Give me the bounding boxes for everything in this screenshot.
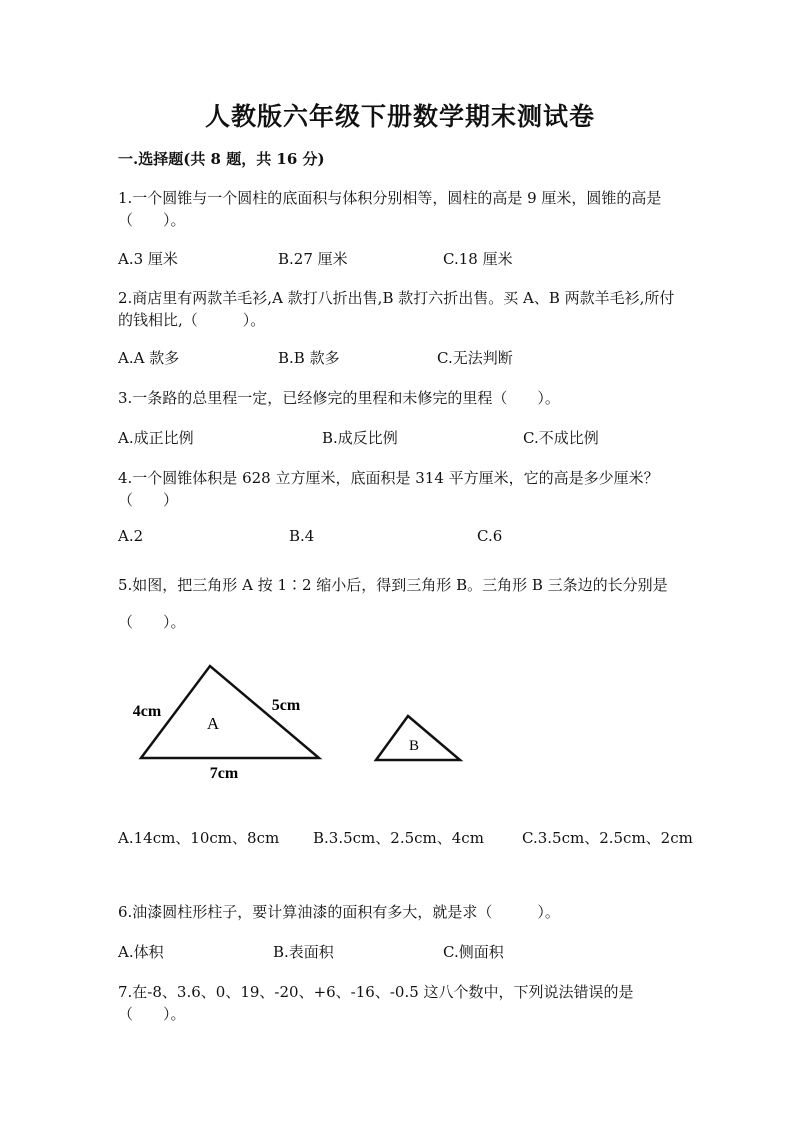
question-5: 5.如图，把三角形 A 按 1∶2 缩小后，得到三角形 B。三角形 B 三条边的长分别是（ ）。 <box>118 576 668 631</box>
question-4: 4.一个圆锥体积是 628 立方厘米，底面积是 314 平方厘米，它的高是多少厘米？（ ） <box>118 469 659 509</box>
question-5-options <box>0 827 800 849</box>
triangle-b <box>376 716 460 760</box>
question-6: 6.油漆圆柱形柱子，要计算油漆的面积有多大，就是求（ ）。 <box>118 903 560 921</box>
question-1: 1.一个圆锥与一个圆柱的底面积与体积分别相等，圆柱的高是 9 厘米，圆锥的高是（ ）。 <box>118 189 662 229</box>
option-a: A.2 <box>118 527 144 545</box>
question-2: 2.商店里有两款羊毛衫,A 款打八折出售,B 款打六折出售。买 A、B 两款羊毛衫,所付的钱相比,（ ）。 <box>118 289 675 329</box>
page-title: 人教版六年级下册数学期末测试卷 <box>204 102 595 131</box>
option-c: C.无法判断 <box>437 349 513 367</box>
triangle-a <box>133 666 319 782</box>
triangle-a-label: A <box>206 714 220 733</box>
side-label-left: 4cm <box>132 703 162 720</box>
question-3: 3.一条路的总里程一定，已经修完的里程和未修完的里程（ ）。 <box>118 389 560 407</box>
option-a: A.成正比例 <box>118 429 194 447</box>
option-b: B.成反比例 <box>322 429 398 447</box>
option-c: C.3.5cm、2.5cm、2cm <box>522 829 693 847</box>
option-a: A.A 款多 <box>118 349 180 367</box>
option-c: C.侧面积 <box>443 943 504 961</box>
triangle-b-label: B <box>408 738 420 754</box>
option-c: C.18 厘米 <box>443 250 513 268</box>
question-6-options <box>0 941 800 963</box>
option-c: C.6 <box>477 527 503 545</box>
option-a: A.14cm、10cm、8cm <box>118 829 280 847</box>
question-7: 7.在-8、3.6、0、19、-20、+6、-16、-0.5 这八个数中，下列说法错误的是（ ）。 <box>118 983 634 1023</box>
option-c: C.不成比例 <box>523 429 599 447</box>
option-b: B.3.5cm、2.5cm、4cm <box>313 829 484 847</box>
option-b: B.表面积 <box>273 943 334 961</box>
side-label-right: 5cm <box>271 697 301 714</box>
option-a: A.体积 <box>118 943 164 961</box>
section-heading: 一.选择题(共 8 题，共 16 分) <box>118 150 325 168</box>
option-b: B.27 厘米 <box>278 250 348 268</box>
option-b: B.B 款多 <box>278 349 340 367</box>
option-b: B.4 <box>289 527 315 545</box>
option-a: A.3 厘米 <box>118 250 178 268</box>
side-label-base: 7cm <box>209 765 239 782</box>
